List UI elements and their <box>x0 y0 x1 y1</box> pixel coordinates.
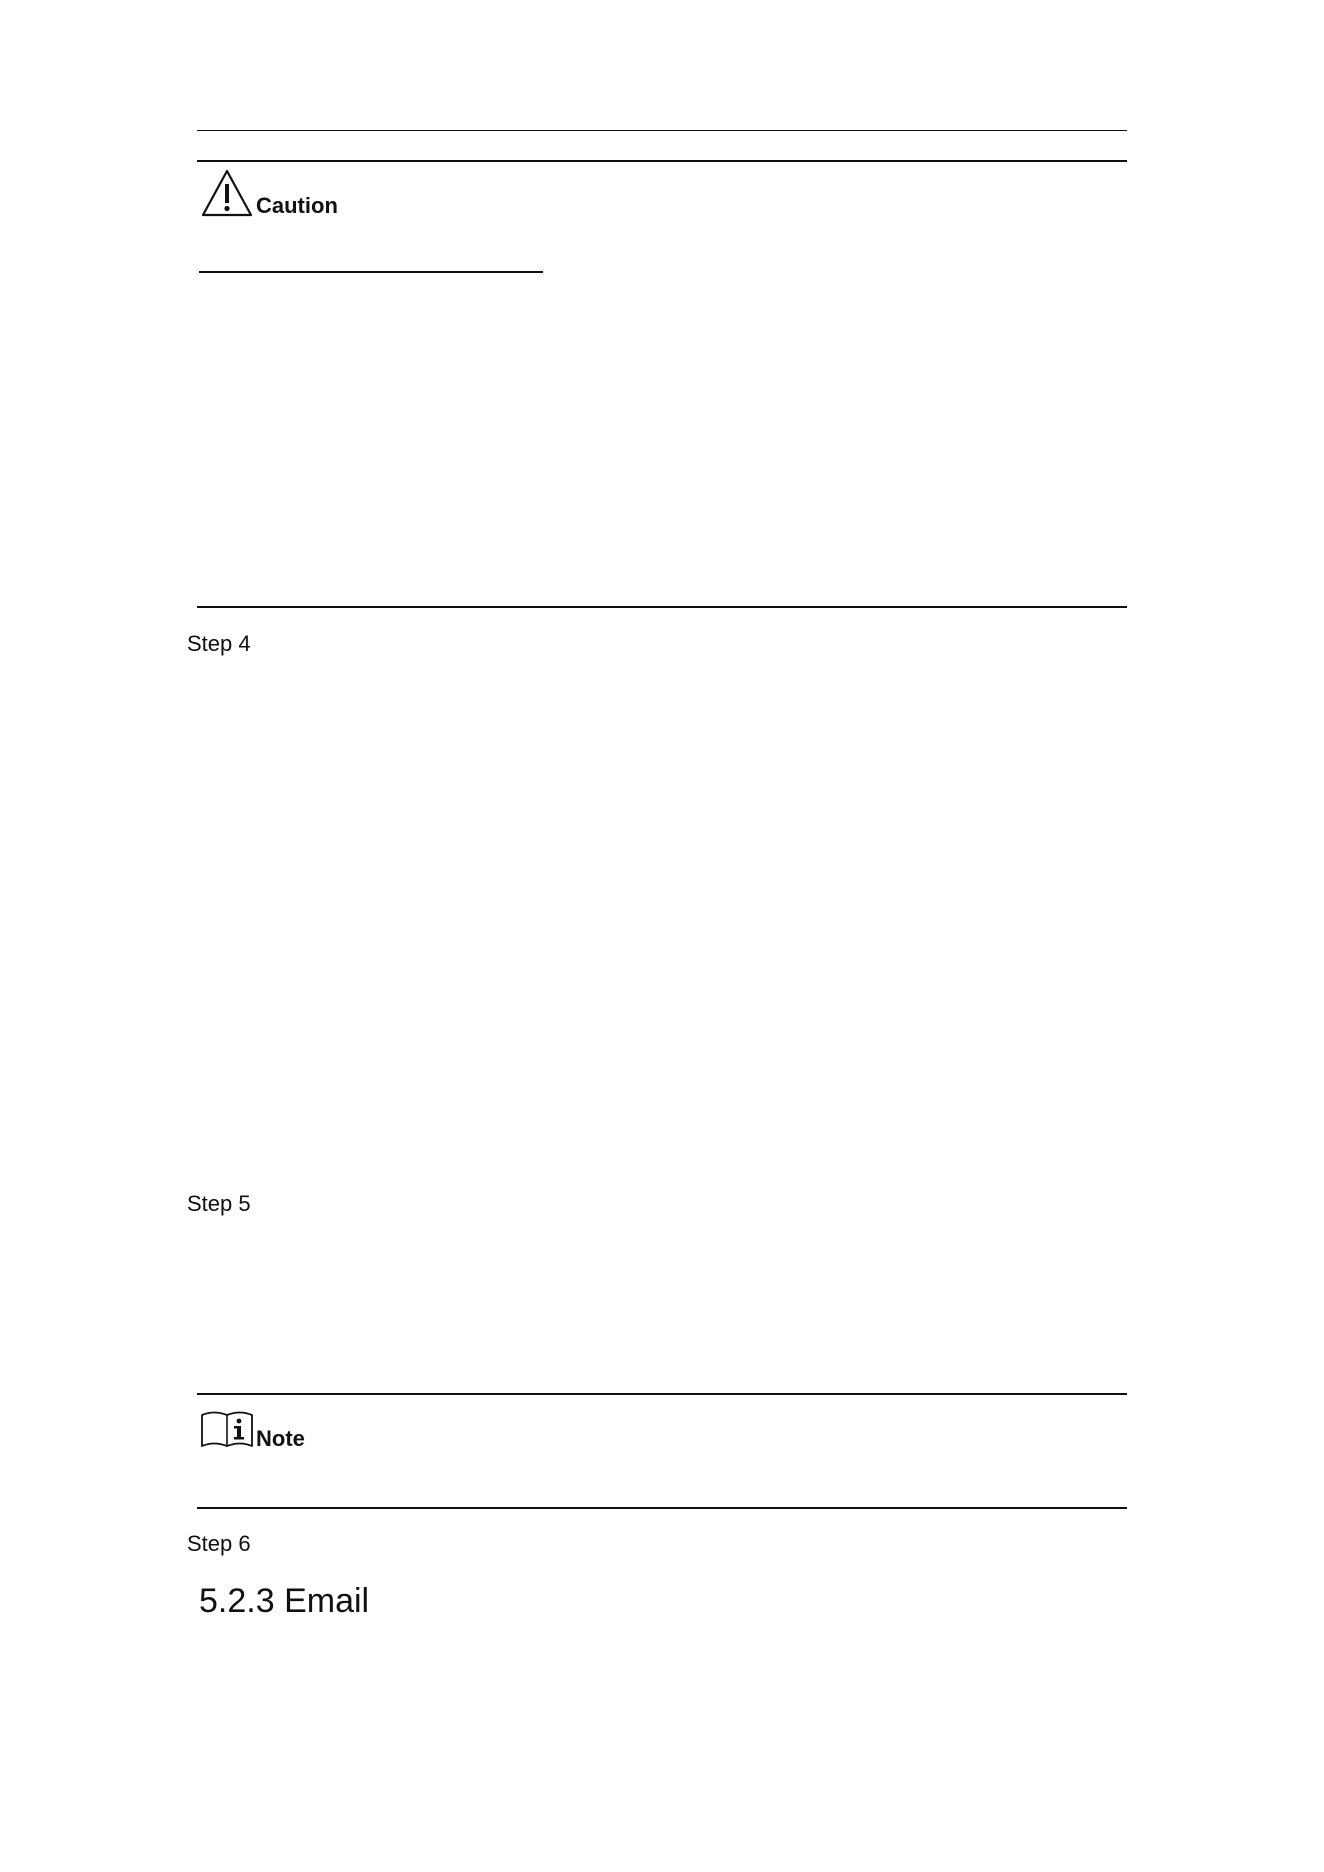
book-info-icon <box>200 1410 254 1450</box>
caution-title: Caution <box>256 193 338 218</box>
caution-top-rule <box>197 160 1127 162</box>
caution-title-underline <box>199 271 543 273</box>
warning-triangle-icon <box>200 168 254 218</box>
step-6-label: Step 6 <box>187 1531 251 1556</box>
note-bottom-rule <box>197 1507 1127 1509</box>
note-title: Note <box>256 1426 305 1451</box>
section-heading: 5.2.3 Email <box>199 1582 370 1620</box>
caution-bottom-rule <box>197 606 1127 608</box>
header-rule <box>197 130 1127 131</box>
step-5-label: Step 5 <box>187 1191 251 1216</box>
note-top-rule <box>197 1393 1127 1395</box>
step-4-label: Step 4 <box>187 631 251 656</box>
